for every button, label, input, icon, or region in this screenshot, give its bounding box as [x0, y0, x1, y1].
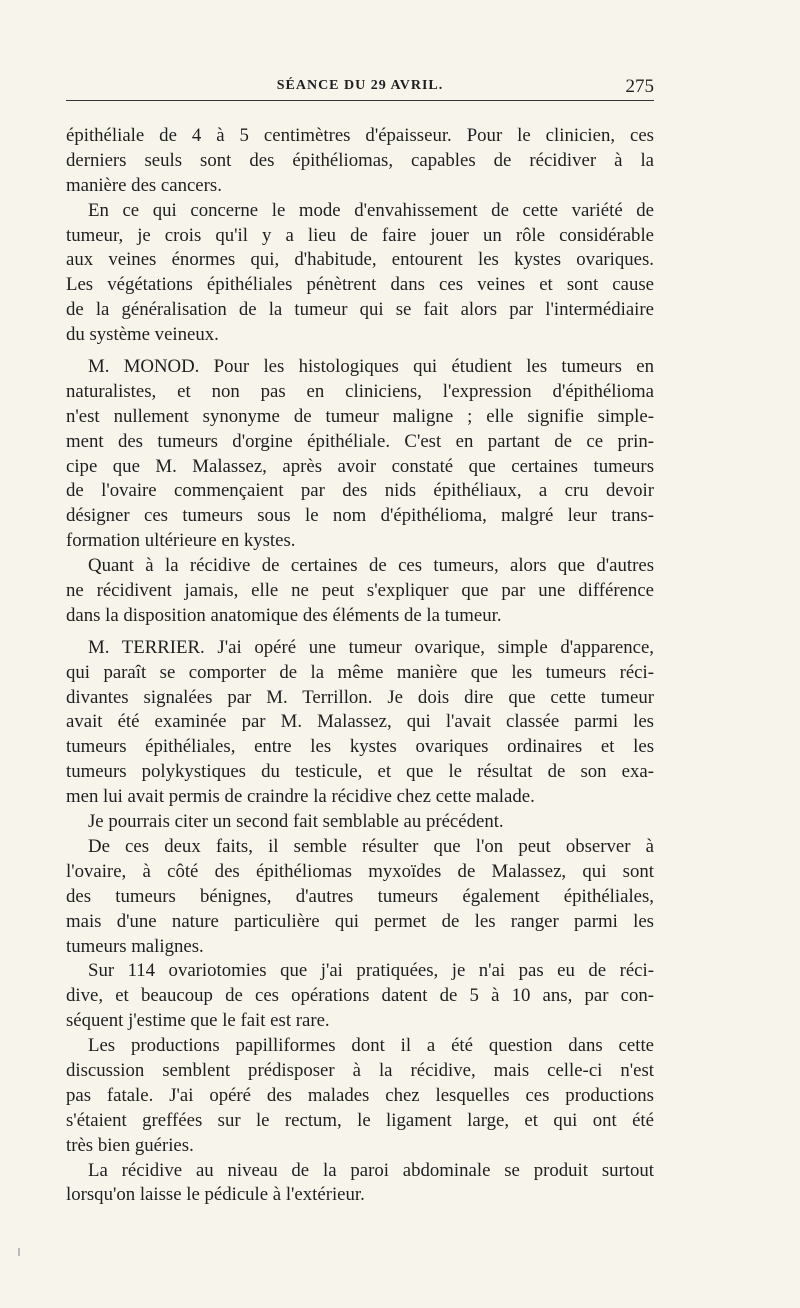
text-line: Les végétations épithéliales pénètrent dans ces veines et sont cause: [66, 274, 654, 296]
text-line: formation ultérieure en kystes.: [66, 530, 296, 552]
text-line: En ce qui concerne le mode d'envahissement de cette variété de: [88, 199, 654, 221]
text-line: tumeurs épithéliales, entre les kystes ovariques ordinaires et les: [66, 736, 654, 758]
text-line: divantes signalées par M. Terrillon. Je dois dire que cette tumeur: [66, 686, 654, 708]
text-line: pas fatale. J'ai opéré des malades chez lesquelles ces productions: [66, 1084, 654, 1106]
text-line: M. TERRIER. J'ai opéré une tumeur ovarique, simple d'apparence,: [88, 636, 654, 658]
text-line: avait été examinée par M. Malassez, qui l'avait classée parmi les: [66, 711, 654, 733]
text-line: La récidive au niveau de la paroi abdominale se produit surtout: [88, 1159, 654, 1181]
text-line: très bien guéries.: [66, 1134, 194, 1156]
text-line: ment des tumeurs d'orgine épithéliale. C'est en partant de ce prin-: [66, 430, 654, 452]
text-line: lorsqu'on laisse le pédicule à l'extérieur.: [66, 1184, 365, 1206]
text-line: dive, et beaucoup de ces opérations datent de 5 à 10 ans, par con-: [66, 985, 654, 1007]
text-line: aux veines énormes qui, d'habitude, entourent les kystes ovariques.: [66, 249, 654, 271]
text-line: Je pourrais citer un second fait semblable au précédent.: [88, 811, 504, 833]
text-line: tumeurs malignes.: [66, 935, 204, 957]
page-header: [66, 78, 654, 101]
text-line: Les productions papilliformes dont il a été question dans cette: [88, 1035, 654, 1057]
text-line: cipe que M. Malassez, après avoir constaté que certaines tumeurs: [66, 455, 654, 477]
text-line: De ces deux faits, il semble résulter que l'on peut observer à: [88, 835, 654, 857]
text-line: des tumeurs bénignes, d'autres tumeurs également épithéliales,: [66, 885, 654, 907]
text-line: l'ovaire, à côté des épithéliomas myxoïdes de Malassez, qui sont: [66, 860, 654, 882]
text-line: M. MONOD. Pour les histologiques qui étudient les tumeurs en: [88, 356, 654, 378]
text-line: naturalistes, et non pas en cliniciens, l'expression d'épithélioma: [66, 380, 654, 402]
text-line: s'étaient greffées sur le rectum, le ligament large, et qui ont été: [66, 1109, 654, 1131]
text-line: épithéliale de 4 à 5 centimètres d'épaisseur. Pour le clinicien, ces: [66, 125, 654, 146]
text-line: discussion semblent prédisposer à la récidive, mais celle-ci n'est: [66, 1059, 654, 1081]
text-line: qui paraît se comporter de la même manière que les tumeurs réci-: [66, 661, 654, 683]
text-line: manière des cancers.: [66, 174, 222, 196]
text-line: tumeur, je crois qu'il y a lieu de faire jouer un rôle considérable: [66, 224, 654, 246]
text-line: séquent j'estime que le fait est rare.: [66, 1010, 330, 1032]
text-line: men lui avait permis de craindre la récidive chez cette malade.: [66, 786, 535, 808]
text-line: ne récidivent jamais, elle ne peut s'expliquer que par une différence: [66, 580, 654, 602]
text-line: tumeurs polykystiques du testicule, et que le résultat de son exa-: [66, 761, 654, 783]
text-line: Sur 114 ovariotomies que j'ai pratiquées, je n'ai pas eu de réci-: [88, 960, 654, 982]
text-line: Quant à la récidive de certaines de ces tumeurs, alors que d'autres: [88, 555, 654, 577]
running-title: SÉANCE DU 29 AVRIL.: [276, 78, 444, 93]
text-line: de l'ovaire commençaient par des nids épithéliaux, a cru devoir: [66, 480, 654, 502]
body-text: [66, 124, 654, 1208]
margin-mark: [18, 1248, 20, 1256]
text-line: mais d'une nature particulière qui permet de les ranger parmi les: [66, 910, 654, 932]
text-line: n'est nullement synonyme de tumeur maligne ; elle signifie simple-: [66, 405, 654, 427]
page-number: 275: [625, 76, 654, 97]
text-line: du système veineux.: [66, 324, 219, 346]
text-line: dans la disposition anatomique des éléments de la tumeur.: [66, 604, 502, 626]
text-line: derniers seuls sont des épithéliomas, capables de récidiver à la: [66, 149, 654, 171]
text-line: de la généralisation de la tumeur qui se fait alors par l'intermédiaire: [66, 299, 654, 321]
text-line: désigner ces tumeurs sous le nom d'épithélioma, malgré leur trans-: [66, 505, 654, 527]
